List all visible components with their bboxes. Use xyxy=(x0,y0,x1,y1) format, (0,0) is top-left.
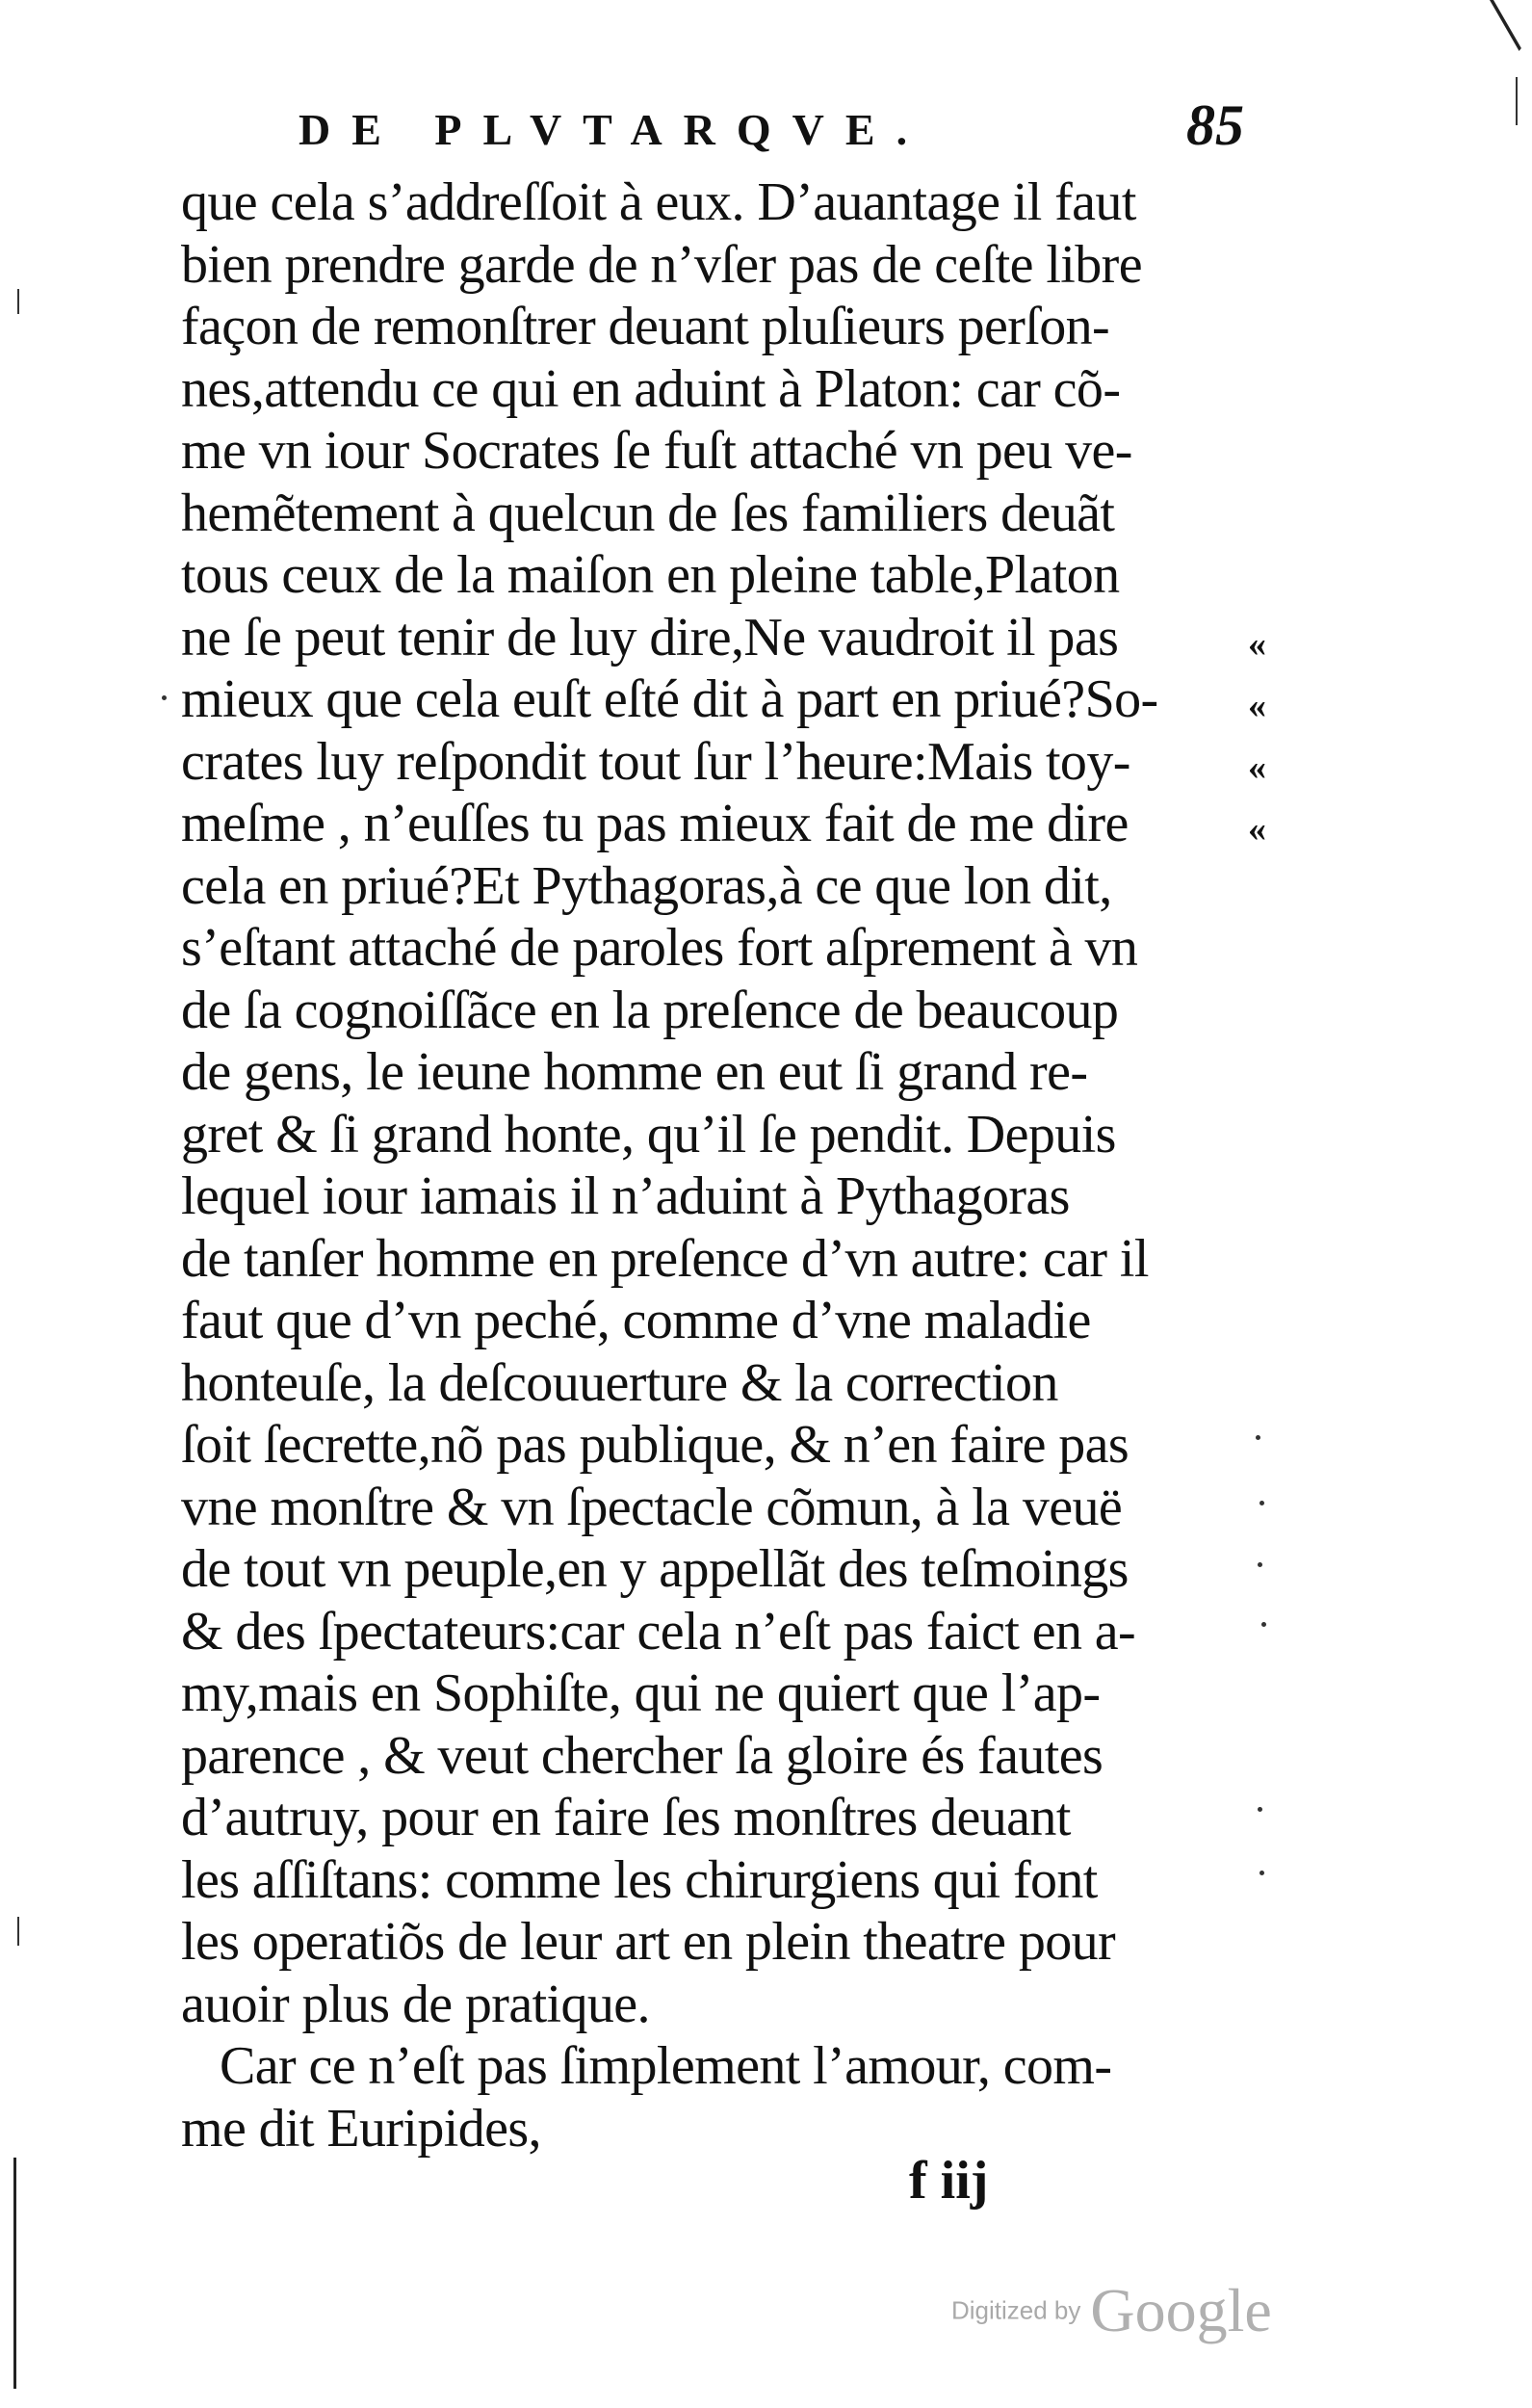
ink-speck xyxy=(162,695,167,700)
quote-mark-icon: « xyxy=(1248,809,1266,850)
scan-edge-tick xyxy=(17,1917,19,1946)
text-line: mieux que cela euſt eſté dit à part en priué?So- xyxy=(181,669,1158,729)
text-line: auoir plus de pratique. xyxy=(181,1974,650,2034)
text-line: de ſa cognoiſſãce en la preſence de beaucoup xyxy=(181,980,1119,1040)
google-logo: Google xyxy=(1090,2276,1272,2344)
text-line: que cela s’addreſſoit à eux. D’auantage il faut xyxy=(181,172,1136,232)
ink-speck xyxy=(1258,1562,1262,1567)
running-head: DE PLVTARQVE. xyxy=(299,105,929,154)
watermark-prefix: Digitized by xyxy=(951,2295,1081,2325)
text-line: faut que d’vn peché, comme d’vne maladie xyxy=(181,1291,1091,1350)
text-line: les aſſiſtans: comme les chirurgiens qui font xyxy=(181,1849,1098,1910)
text-line: Car ce n’eſt pas ſimplement l’amour, com- xyxy=(220,2036,1112,2096)
text-line: parence , & veut chercher ſa gloire és fautes xyxy=(181,1725,1104,1786)
text-line: ne ſe peut tenir de luy dire,Ne vaudroit il pas xyxy=(181,607,1119,667)
text-line: hemẽtement à quelcun de ſes familiers deuãt xyxy=(181,483,1115,543)
text-line: vne monſtre & vn ſpectacle cõmun, à la veuë xyxy=(181,1477,1123,1537)
ink-speck xyxy=(1259,1501,1264,1505)
quote-mark-icon: « xyxy=(1248,686,1266,726)
text-line: & des ſpectateurs:car cela n’eſt pas faict en a- xyxy=(181,1601,1136,1662)
page-number: 85 xyxy=(1186,93,1244,157)
text-line: my,mais en Sophiſte, qui ne quiert que l’ap- xyxy=(181,1663,1101,1723)
text-line: honteuſe, la deſcouuerture & la correction xyxy=(181,1352,1058,1413)
text-line: de gens, le ieune homme en eut ſi grand re- xyxy=(181,1042,1088,1102)
text-line: tous ceux de la maiſon en pleine table,Platon xyxy=(181,545,1120,605)
scan-edge-line xyxy=(13,2158,16,2389)
text-line: bien prendre garde de n’vſer pas de ceſte libre xyxy=(181,234,1142,295)
ink-speck xyxy=(1258,1807,1262,1812)
text-line: meſme , n’euſſes tu pas mieux fait de me dire xyxy=(181,794,1129,853)
text-line: me vn iour Socrates ſe fuſt attaché vn peu ve- xyxy=(181,421,1132,481)
text-line: les operatiõs de leur art en plein theatre pour xyxy=(181,1912,1116,1972)
text-line: de tout vn peuple,en y appellãt des teſmoings xyxy=(181,1539,1129,1599)
text-line: de tanſer homme en preſence d’vn autre: car il xyxy=(181,1228,1149,1289)
text-line: s’eſtant attaché de paroles fort aſprement à vn xyxy=(181,918,1138,978)
ink-speck xyxy=(1261,1622,1266,1627)
text-line: cela en priué?Et Pythagoras,à ce que lon dit, xyxy=(181,855,1112,916)
scan-corner-artifact xyxy=(1490,0,1532,51)
ink-speck xyxy=(1256,1435,1260,1440)
signature-mark: f iij xyxy=(909,2151,989,2211)
ink-speck xyxy=(1259,1871,1264,1875)
body-text xyxy=(181,171,1240,2159)
quote-mark-icon: « xyxy=(1248,747,1266,788)
text-line: me dit Euripides, xyxy=(181,2098,541,2159)
quote-mark-icon: « xyxy=(1248,624,1266,665)
text-line: crates luy reſpondit tout ſur l’heure:Mais toy- xyxy=(181,731,1130,792)
scan-edge-tick xyxy=(17,289,19,314)
text-line: façon de remonſtrer deuant pluſieurs perſon- xyxy=(181,297,1110,356)
scan-edge-tick xyxy=(1516,77,1518,125)
text-line: nes,attendu ce qui en aduint à Platon: car cõ- xyxy=(181,358,1121,419)
text-line: ſoit ſecrette,nõ pas publique, & n’en faire pas xyxy=(181,1415,1130,1475)
text-line: d’autruy, pour en faire ſes monſtres deuant xyxy=(181,1788,1071,1847)
digitizer-watermark xyxy=(951,2275,1272,2346)
text-line: lequel iour iamais il n’aduint à Pythagoras xyxy=(181,1166,1070,1226)
text-line: gret & ſi grand honte, qu’il ſe pendit. Depuis xyxy=(181,1104,1116,1165)
